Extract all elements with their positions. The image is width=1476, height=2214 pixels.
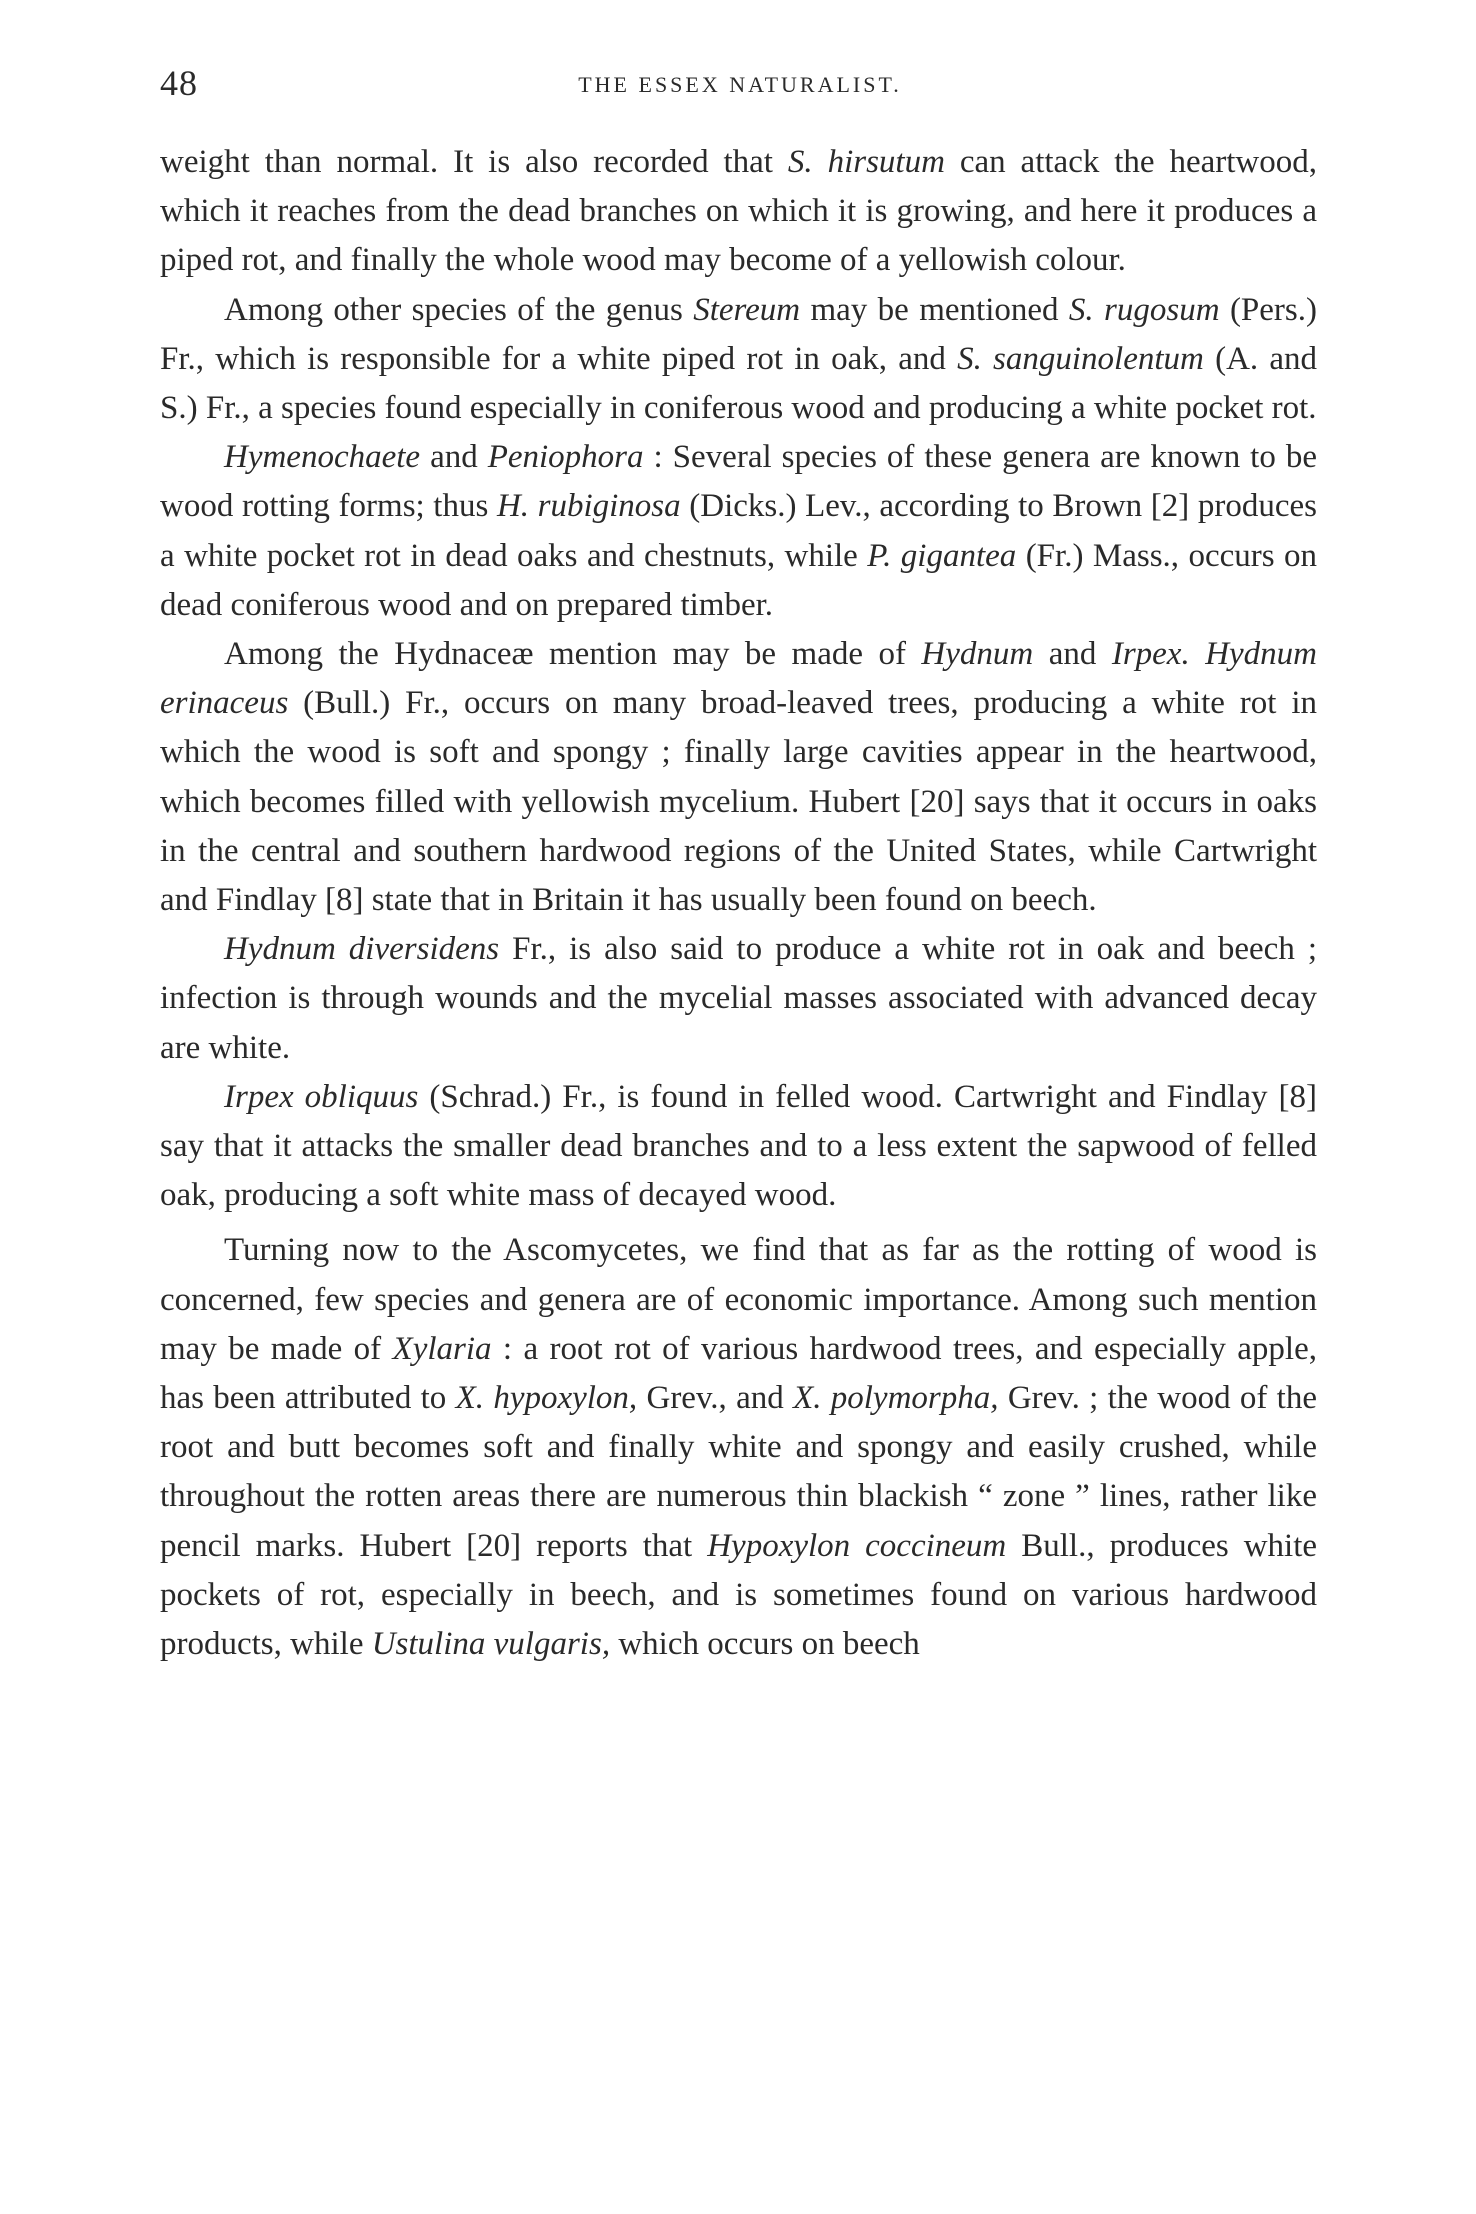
text-run: and (420, 439, 488, 476)
text-run: Grev., and (637, 1380, 794, 1417)
text-run: (Pers.) Fr., which is responsible for a white piped rot in oak, and (160, 291, 1318, 377)
text-run: Bull., produces white pockets of rot, especially in beech, and is sometimes found on various hardwood products, while (160, 1527, 1318, 1663)
italic-text: Hymenochaete (224, 439, 421, 476)
italic-text: Hydnum diversidens (224, 931, 500, 968)
text-run: (Bull.) Fr., occurs on many broad-leaved trees, producing a white rot in which the wood is soft and spongy ; finally large cavities appear in the heartwood, which becomes filled with yellowish mycelium. Hubert [20] says that it occurs in oaks in the central and southern hardwood regions of the United States, while Cartwright and Findlay [8] state that in Britain it has usually been found on beech. (160, 685, 1317, 919)
running-head: THE ESSEX NATURALIST. (578, 72, 902, 97)
italic-text: Irpex obliquus (224, 1078, 419, 1115)
page-number: 48 (160, 63, 198, 103)
text-run: Fr., is also said to produce a white rot in oak and beech ; infection is through wounds and the mycelial masses associated with advanced decay are white. (160, 931, 1317, 1066)
text-run: (Fr.) Mass., occurs on dead coniferous wood and on prepared timber. (160, 537, 1317, 623)
page-header (160, 62, 1320, 112)
italic-text: S. hirsutum (787, 144, 945, 180)
paragraph (160, 630, 1317, 925)
paragraph (160, 1073, 1317, 1221)
italic-text: S. sanguinolentum (957, 340, 1204, 377)
italic-text: X. hypoxylon, (455, 1380, 638, 1417)
paragraph (160, 433, 1317, 630)
italic-text: Stereum (693, 291, 801, 328)
text-run: (Dicks.) Lev., according to Brown [2] produces a white pocket rot in dead oaks and chestnuts, while (160, 488, 1317, 574)
body-text (160, 138, 1317, 1669)
text-run: : a root rot of various hardwood trees, and especially apple, has been attributed to (160, 1330, 1318, 1417)
italic-text: Xylaria (392, 1330, 492, 1367)
text-run: and (1033, 636, 1112, 673)
paragraph (160, 286, 1317, 434)
text-run: Turning now to the Ascomycetes, we find that as far as the rotting of wood is concerned, few species and genera are of economic importance. Among such mention may be made of (160, 1232, 1317, 1367)
paragraph (160, 925, 1317, 1073)
text-run (1190, 636, 1205, 672)
text-run: Among the Hydnaceæ mention may be made of (224, 636, 922, 673)
italic-text: Peniophora (487, 439, 644, 476)
text-run: Among other species of the genus (224, 291, 694, 328)
text-run: (Schrad.) Fr., is found in felled wood. Cartwright and Findlay [8] say that it attacks the smaller dead branches and to a less extent the sapwood of felled oak, producing a soft white mass of decayed wood. (160, 1078, 1317, 1214)
text-run: may be mentioned (800, 291, 1069, 328)
text-run: which occurs on beech (610, 1626, 920, 1663)
text-run: weight than normal. It is also recorded that (160, 144, 788, 180)
text-run: Grev. ; the wood of the root and butt becomes soft and finally white and spongy and easily crushed, while throughout the rotten areas there are numerous thin blackish “ zone ” lines, rather like pencil marks. Hubert [20] reports that (160, 1380, 1317, 1564)
italic-text: P. gigantea (867, 537, 1017, 574)
italic-text: X. polymorpha, (793, 1380, 999, 1417)
italic-text: H. rubiginosa (496, 488, 681, 525)
italic-text: Hydnum erinaceus (160, 636, 1317, 722)
italic-text: Irpex. (1111, 636, 1190, 673)
paragraph (160, 1226, 1317, 1669)
text-run: : Several species of these genera are known to be wood rotting forms; thus (160, 439, 1317, 525)
italic-text: S. rugosum (1068, 291, 1220, 328)
italic-text: Hypoxylon coccineum (707, 1527, 1007, 1564)
italic-text: Hydnum (921, 636, 1034, 673)
text-run: (A. and S.) Fr., a species found especially in coniferous wood and producing a white pocket rot. (160, 340, 1318, 427)
italic-text: Ustulina vulgaris, (371, 1626, 611, 1663)
paragraph (160, 138, 1317, 286)
text-run: can attack the heartwood, which it reaches from the dead branches on which it is growing, and here it produces a piped rot, and finally the whole wood may become of a yellowish colour. (160, 144, 1318, 279)
